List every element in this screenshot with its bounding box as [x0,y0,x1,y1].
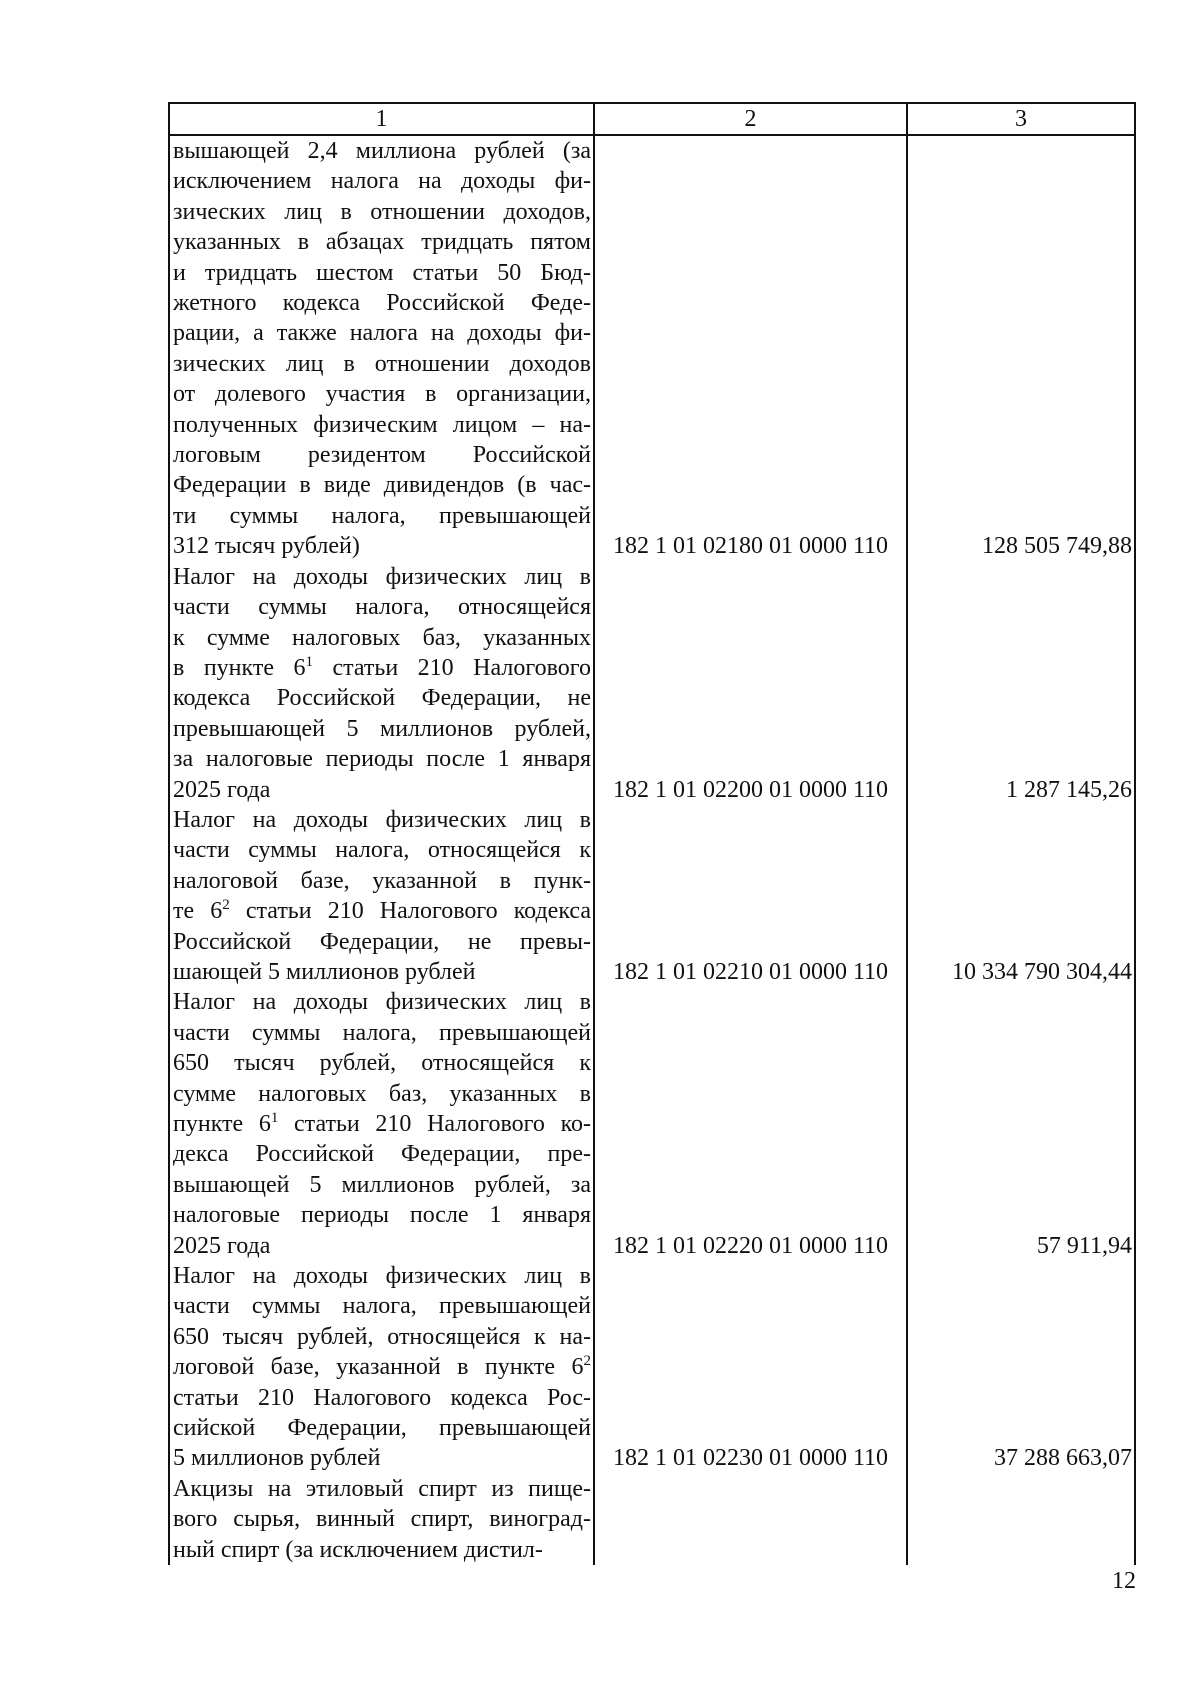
revenue-name-line: декса Российской Федерации, пре- [173,1141,591,1168]
superscript-index: 2 [222,897,230,914]
amount-value: 128 505 749,88 [907,135,1135,562]
budget-classification-code [594,1474,907,1565]
column-number-row [169,103,1135,135]
text-fragment: пункте 6 [173,1111,271,1137]
table-row [169,135,1135,562]
revenue-name-line [173,1352,591,1382]
revenue-name-line: жетного кодекса Российской Феде- [173,290,591,317]
text-fragment: в пункте 6 [173,654,306,681]
revenue-name-line: Налог на доходы физических лиц в [173,1263,591,1290]
revenue-name-line: 5 миллионов рублей [173,1445,381,1472]
revenue-name-line: вышающей 5 миллионов рублей, за [173,1171,591,1198]
text-fragment: статьи 210 Налогового кодекса [229,898,591,925]
revenue-name-line: рации, а также налога на доходы фи- [173,320,591,347]
revenue-name-line: налоговой базе, указанной в пунк- [173,867,591,894]
table-row [169,1261,1135,1474]
text-fragment: статьи 210 Налогового [312,654,591,681]
revenue-name-line: статьи 210 Налогового кодекса Рос- [173,1384,591,1411]
budget-classification-code: 182 1 01 02200 01 0000 110 [594,562,907,805]
revenue-name-line [173,653,591,683]
revenue-name-cell [169,1474,594,1565]
revenue-name-line: части суммы налога, относящейся к [173,837,591,864]
column-number-1: 1 [169,103,594,135]
amount-value: 1 287 145,26 [907,562,1135,805]
amount-value: 37 288 663,07 [907,1261,1135,1474]
revenue-table [168,102,1136,1565]
superscript-index: 2 [583,1353,591,1370]
revenue-name-cell [169,1261,594,1474]
revenue-name-line: 2025 года [173,776,271,803]
table-row [169,1474,1135,1565]
superscript-index: 1 [270,1110,279,1126]
page-number: 12 [1112,1568,1136,1594]
revenue-name-line: зических лиц в отношении доходов, [173,198,591,225]
revenue-name-line: кодекса Российской Федерации, не [173,685,591,712]
revenue-name-line: от долевого участия в организации, [173,381,591,408]
revenue-name-line: ный спирт (за исключением дистил- [173,1536,543,1563]
revenue-name-line: превышающей 5 миллионов рублей, [173,715,591,742]
budget-classification-code: 182 1 01 02220 01 0000 110 [594,987,907,1261]
revenue-name-line: Российской Федерации, не превы- [173,928,591,955]
text-fragment: те 6 [173,898,223,925]
revenue-name-line: Налог на доходы физических лиц в [173,989,591,1016]
revenue-name-line: ти суммы налога, превышающей [173,502,591,529]
revenue-name-line: Акцизы на этиловый спирт из пище- [173,1475,591,1502]
budget-classification-code: 182 1 01 02230 01 0000 110 [594,1261,907,1474]
revenue-name-line: Федерации в виде дивидендов (в час- [173,472,591,499]
budget-classification-code: 182 1 01 02210 01 0000 110 [594,805,907,987]
column-number-2: 2 [594,103,907,135]
revenue-name-cell [169,562,594,805]
amount-value [907,1474,1135,1565]
column-number-3: 3 [907,103,1135,135]
revenue-name-line: налоговые периоды после 1 января [173,1202,591,1229]
revenue-name-line: вышающей 2,4 миллиона рублей (за [173,138,591,164]
revenue-name-line: 650 тысяч рублей, относящейся к на- [173,1323,591,1350]
revenue-name-line: Налог на доходы физических лиц в [173,563,591,590]
revenue-name-line: указанных в абзацах тридцать пятом [173,229,591,256]
text-fragment: логовой базе, указанной в пункте 6 [173,1354,584,1381]
table-row [169,987,1135,1261]
revenue-name-line: логовым резидентом Российской [173,442,591,469]
revenue-name-line: вого сырья, винный спирт, виноград- [173,1506,591,1533]
superscript-index: 1 [305,653,313,670]
revenue-name-cell [169,987,594,1261]
revenue-name-line: исключением налога на доходы фи- [173,168,591,195]
revenue-name-line: части суммы налога, превышающей [173,1293,591,1320]
revenue-name-line: и тридцать шестом статьи 50 Бюд- [173,259,591,286]
revenue-name-line: 650 тысяч рублей, относящейся к [173,1050,591,1077]
revenue-name-line [173,896,591,926]
revenue-name-line: шающей 5 миллионов рублей [173,958,476,985]
table-row [169,562,1135,805]
revenue-name-line: сумме налоговых баз, указанных в [173,1080,591,1107]
revenue-name-line: сийской Федерации, превышающей [173,1415,591,1442]
budget-classification-code: 182 1 01 02180 01 0000 110 [594,135,907,562]
revenue-name-line: полученных физическим лицом – на- [173,411,591,438]
revenue-name-line: части суммы налога, превышающей [173,1019,591,1046]
revenue-name-line: Налог на доходы физических лиц в [173,806,591,833]
amount-value: 10 334 790 304,44 [907,805,1135,987]
revenue-name-line: к сумме налоговых баз, указанных [173,624,591,651]
table-row [169,805,1135,987]
revenue-name-cell [169,135,594,562]
revenue-name-cell [169,805,594,987]
text-fragment: статьи 210 Налогового ко- [278,1111,592,1137]
revenue-name-line: зических лиц в отношении доходов [173,350,591,377]
revenue-name-line: 2025 года [173,1232,271,1259]
amount-value: 57 911,94 [907,987,1135,1261]
revenue-name-line: за налоговые периоды после 1 января [173,746,591,773]
revenue-name-line: 312 тысяч рублей) [173,533,360,560]
revenue-name-line: части суммы налога, относящейся [173,594,591,621]
revenue-name-line [173,1109,591,1139]
